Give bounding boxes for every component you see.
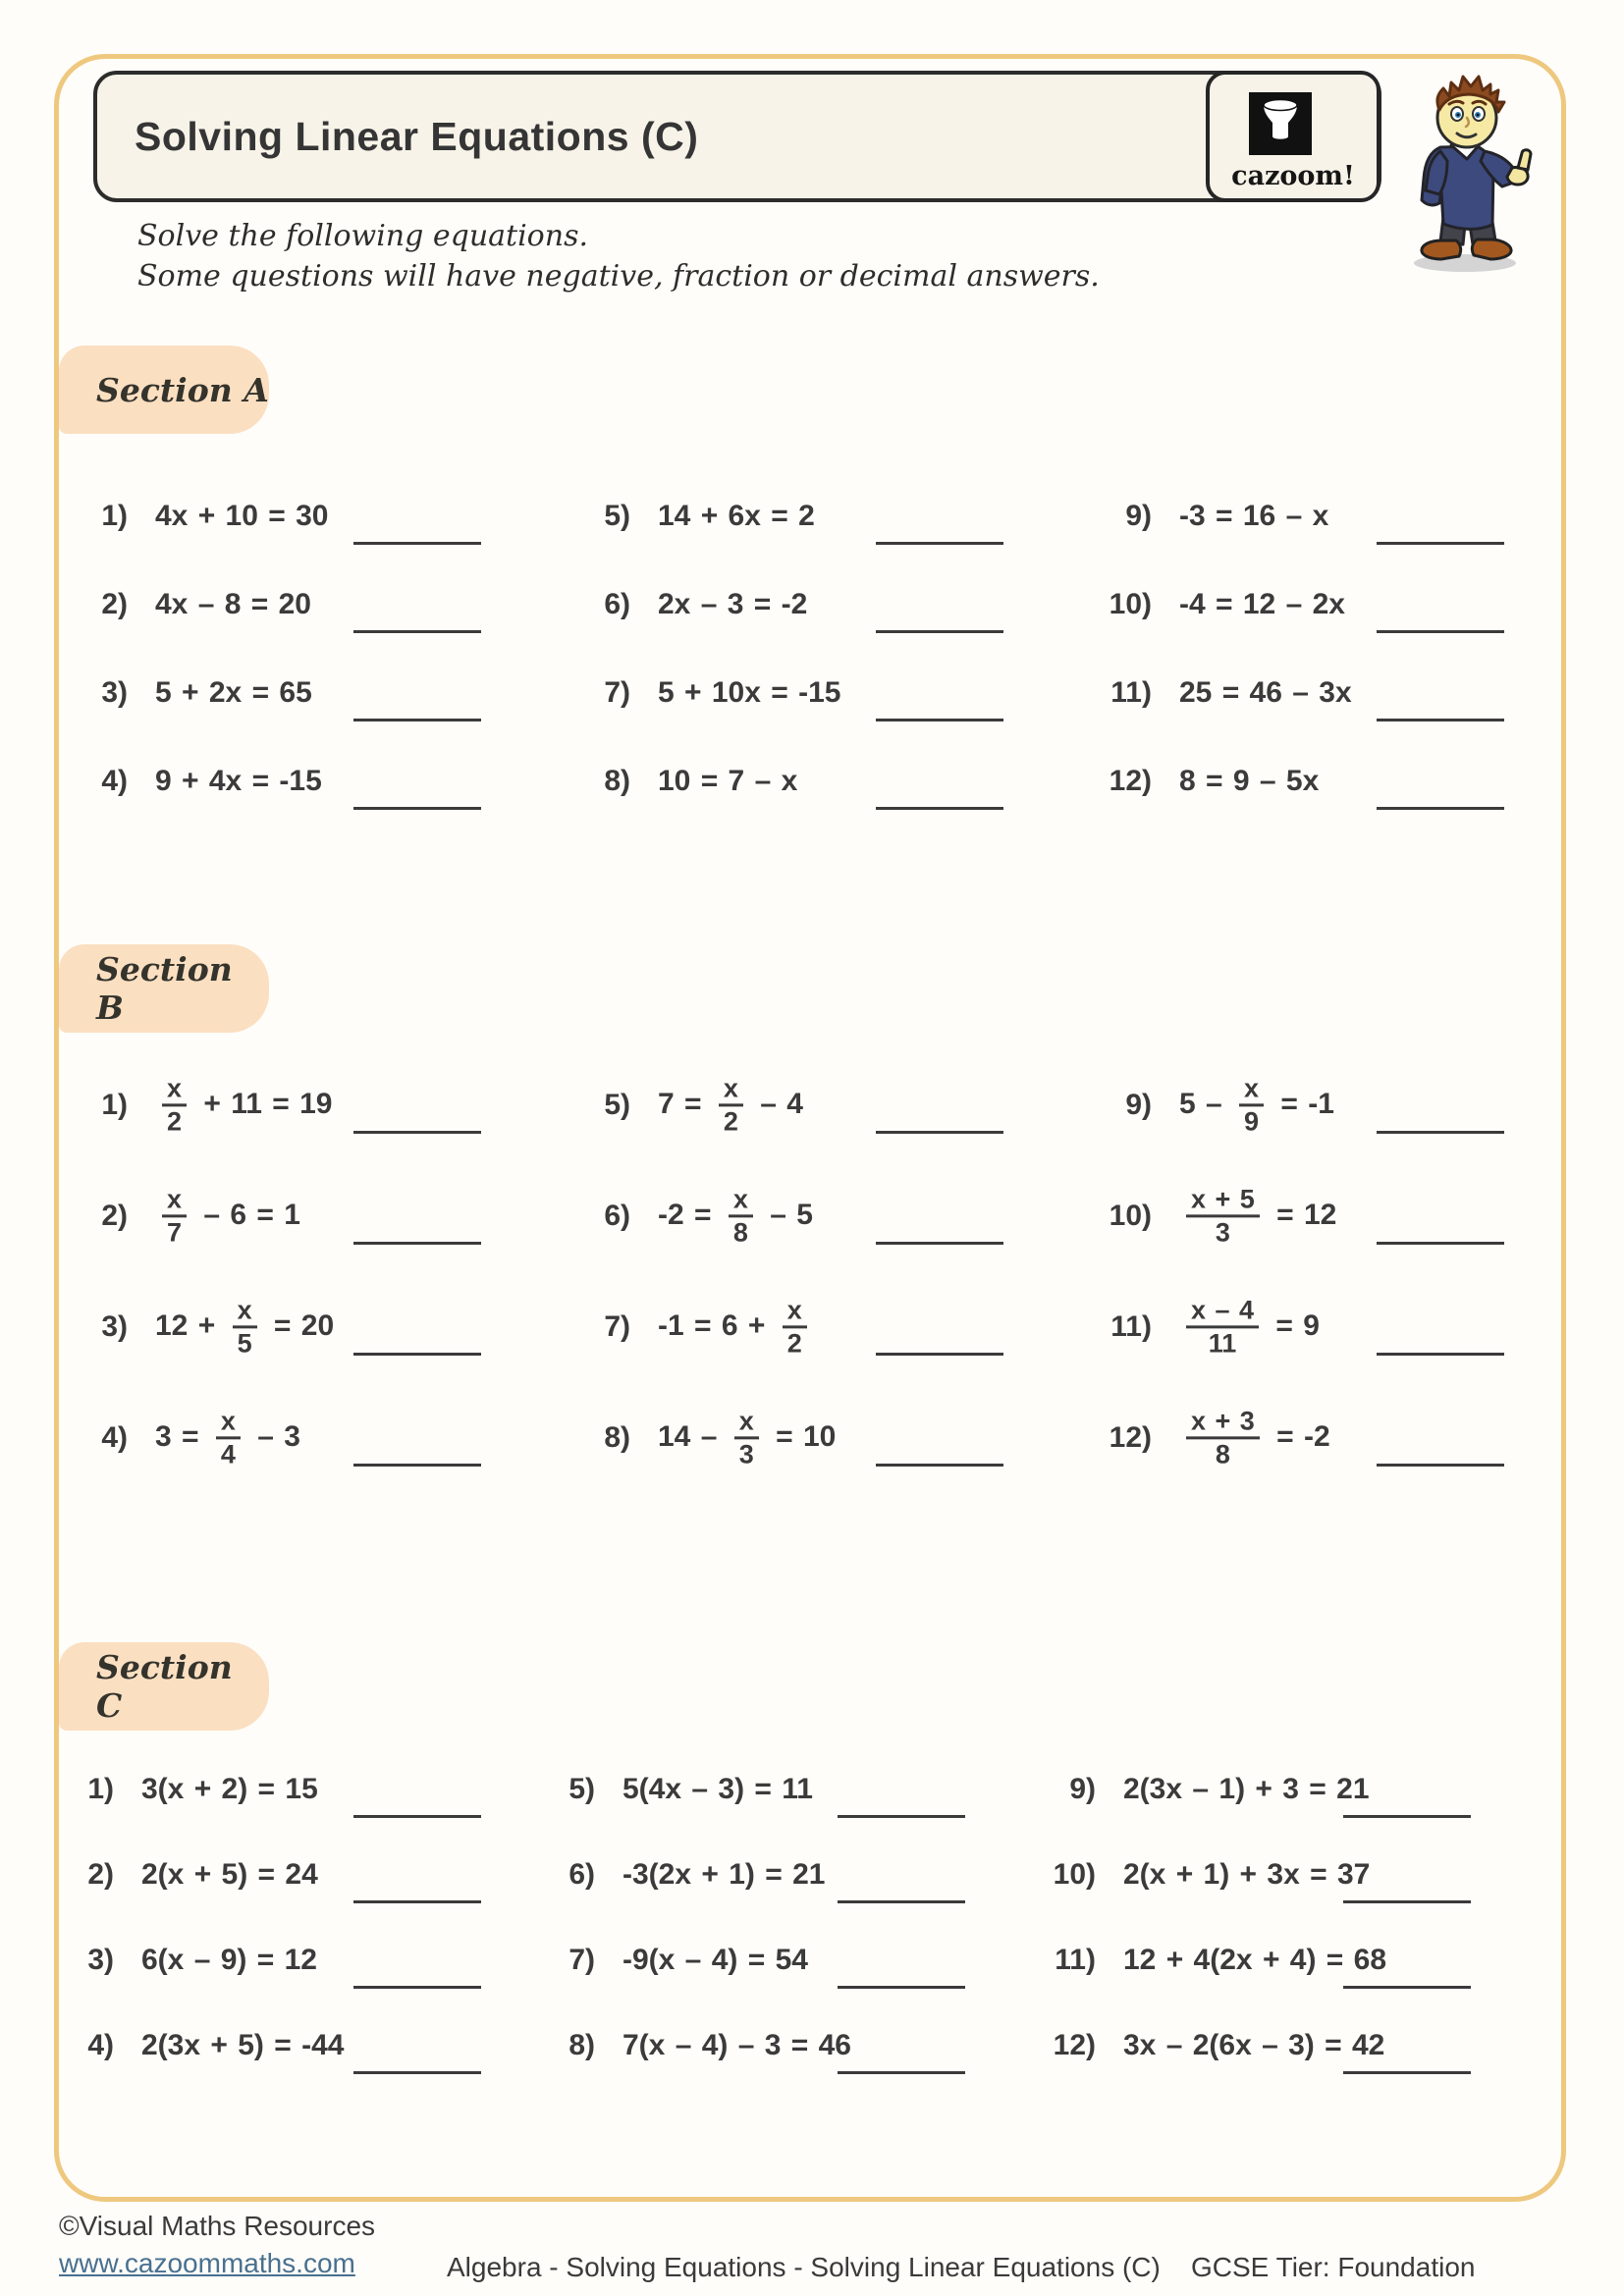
- equation-text: 4x – 8 = 20: [155, 588, 311, 620]
- question-row: [581, 472, 1003, 561]
- fraction: $\frac{x}{7}$: [162, 1185, 187, 1247]
- section-a: [0, 346, 1624, 826]
- question-number: 11): [1055, 1943, 1096, 1976]
- question-number: 5): [604, 500, 630, 532]
- answer-line[interactable]: [353, 701, 481, 721]
- question-number: 7): [568, 1943, 595, 1976]
- section-c: [0, 1642, 1624, 2088]
- question-row: [79, 1049, 481, 1160]
- question-row: [65, 1746, 481, 1832]
- question-row: [1103, 1271, 1504, 1382]
- answer-line[interactable]: [1377, 524, 1504, 545]
- equation-text: -3 = 16 – x: [1179, 500, 1329, 532]
- question-row: [65, 2002, 481, 2088]
- answer-line[interactable]: [1377, 1113, 1504, 1134]
- section-b: [0, 944, 1624, 1493]
- equation-text: 5 + 2x = 65: [155, 676, 312, 709]
- answer-line[interactable]: [353, 1224, 481, 1245]
- equation-text: $\frac{x}{2}$ + 11 = 19: [155, 1074, 333, 1136]
- equation-text: -2 = $\frac{x}{8}$ – 5: [658, 1183, 813, 1247]
- equation-text: 14 + 6x = 2: [658, 500, 815, 532]
- answer-line[interactable]: [353, 613, 481, 633]
- section-c-label: Section C: [59, 1642, 269, 1731]
- equation-text: 4x + 10 = 30: [155, 500, 329, 532]
- answer-line[interactable]: [876, 789, 1003, 810]
- answer-line[interactable]: [1377, 1446, 1504, 1467]
- question-number: 2): [101, 588, 128, 620]
- question-row: [581, 1271, 1003, 1382]
- equation-text: 12 + $\frac{x}{5}$ = 20: [155, 1294, 335, 1358]
- answer-line[interactable]: [353, 1335, 481, 1356]
- equation-text: 5 + 10x = -15: [658, 676, 841, 709]
- answer-line[interactable]: [876, 1113, 1003, 1134]
- question-row: [79, 1160, 481, 1271]
- website-link[interactable]: www.cazoommaths.com: [59, 2248, 355, 2278]
- equation-text: 5(4x – 3) = 11: [623, 1772, 813, 1805]
- equation-text: 3(x + 2) = 15: [141, 1772, 318, 1805]
- answer-line[interactable]: [876, 1335, 1003, 1356]
- question-row: [1103, 1160, 1504, 1271]
- fraction: $\frac{x}{2}$: [783, 1296, 807, 1358]
- answer-line[interactable]: [838, 1968, 965, 1989]
- question-number: 3): [101, 676, 128, 709]
- equation-text: -3(2x + 1) = 21: [623, 1857, 826, 1891]
- equation-text: 10 = 7 – x: [658, 765, 798, 797]
- question-row: [1103, 561, 1504, 649]
- page-title: Solving Linear Equations (C): [135, 113, 699, 159]
- equation-text: $\frac{x + 5}{3}$ = 12: [1179, 1185, 1336, 1247]
- answer-line[interactable]: [353, 1113, 481, 1134]
- answer-line[interactable]: [353, 1446, 481, 1467]
- question-number: 5): [568, 1772, 595, 1805]
- question-number: 11): [1110, 676, 1152, 709]
- cazoom-logo-drum-icon: [1249, 92, 1312, 155]
- footer-tier: GCSE Tier: Foundation: [1191, 2252, 1476, 2282]
- answer-line[interactable]: [353, 524, 481, 545]
- fraction: $\frac{x}{9}$: [1239, 1074, 1264, 1136]
- section-b-label: Section B: [59, 944, 269, 1033]
- question-number: 2): [87, 1857, 114, 1891]
- equation-text: 2(x + 5) = 24: [141, 1857, 318, 1891]
- question-row: [581, 1160, 1003, 1271]
- instructions: [137, 216, 1100, 296]
- answer-line[interactable]: [876, 1224, 1003, 1245]
- question-number: 8): [604, 765, 630, 797]
- equation-text: 6(x – 9) = 12: [141, 1943, 317, 1976]
- question-number: 4): [87, 2028, 114, 2061]
- answer-line[interactable]: [1377, 613, 1504, 633]
- question-number: 12): [1109, 765, 1152, 797]
- answer-line[interactable]: [353, 1883, 481, 1903]
- answer-line[interactable]: [353, 1797, 481, 1818]
- answer-line[interactable]: [1377, 701, 1504, 721]
- question-row: [1047, 2002, 1471, 2088]
- question-row: [581, 1049, 1003, 1160]
- answer-line[interactable]: [1377, 789, 1504, 810]
- answer-line[interactable]: [838, 2054, 965, 2074]
- question-number: 8): [604, 1420, 630, 1454]
- question-row: [1047, 1917, 1471, 2002]
- question-row: [1103, 472, 1504, 561]
- mascot-boy-illustration: [1384, 49, 1551, 279]
- question-number: 1): [101, 1088, 128, 1121]
- question-number: 12): [1109, 1420, 1152, 1454]
- question-row: [79, 1382, 481, 1493]
- answer-line[interactable]: [1343, 1883, 1471, 1903]
- fraction: $\frac{x}{2}$: [719, 1074, 743, 1136]
- answer-line[interactable]: [353, 789, 481, 810]
- answer-line[interactable]: [838, 1797, 965, 1818]
- question-number: 12): [1053, 2028, 1096, 2061]
- answer-line[interactable]: [876, 613, 1003, 633]
- answer-line[interactable]: [1343, 1968, 1471, 1989]
- fraction: $\frac{x}{5}$: [233, 1296, 257, 1358]
- question-row: [1047, 1746, 1471, 1832]
- equation-text: 5 – $\frac{x}{9}$ = -1: [1179, 1072, 1334, 1136]
- question-number: 6): [568, 1857, 595, 1891]
- answer-line[interactable]: [1377, 1335, 1504, 1356]
- question-number: 10): [1109, 1199, 1152, 1232]
- answer-line[interactable]: [353, 1968, 481, 1989]
- fraction: $\frac{x - 4}{11}$: [1186, 1296, 1259, 1358]
- question-row: [79, 649, 481, 737]
- equation-text: 2(3x + 5) = -44: [141, 2028, 345, 2061]
- question-number: 9): [1069, 1772, 1096, 1805]
- question-row: [1047, 1832, 1471, 1917]
- question-number: 4): [101, 1420, 128, 1454]
- question-number: 7): [604, 676, 630, 709]
- question-row: [581, 737, 1003, 826]
- equation-text: -4 = 12 – 2x: [1179, 588, 1345, 620]
- equation-text: 3x – 2(6x – 3) = 42: [1123, 2028, 1385, 2061]
- question-number: 6): [604, 588, 630, 620]
- question-number: 4): [101, 765, 128, 797]
- question-number: 10): [1053, 1857, 1096, 1891]
- fraction: $\frac{x + 5}{3}$: [1186, 1185, 1260, 1247]
- cazoom-logo-text: cazoom!: [1231, 161, 1355, 191]
- equation-text: 12 + 4(2x + 4) = 68: [1123, 1943, 1387, 1976]
- question-row: [581, 561, 1003, 649]
- equation-text: -9(x – 4) = 54: [623, 1943, 808, 1976]
- answer-line[interactable]: [1343, 2054, 1471, 2074]
- question-number: 9): [1125, 500, 1152, 532]
- equation-text: 3 = $\frac{x}{4}$ – 3: [155, 1405, 300, 1468]
- question-row: [1103, 1382, 1504, 1493]
- question-row: [79, 1271, 481, 1382]
- answer-line[interactable]: [1377, 1224, 1504, 1245]
- equation-text: 25 = 46 – 3x: [1179, 676, 1352, 709]
- instruction-line-1: Solve the following equations.: [137, 219, 588, 253]
- question-number: 11): [1110, 1309, 1152, 1343]
- question-row: [546, 1832, 965, 1917]
- footer-breadcrumb: Algebra - Solving Equations - Solving Linear Equations (C): [447, 2252, 1161, 2282]
- answer-line[interactable]: [838, 1883, 965, 1903]
- answer-line[interactable]: [876, 524, 1003, 545]
- question-number: 8): [568, 2028, 595, 2061]
- question-row: [79, 561, 481, 649]
- section-a-label: Section A: [59, 346, 269, 434]
- question-number: 3): [87, 1943, 114, 1976]
- equation-text: -1 = 6 + $\frac{x}{2}$: [658, 1296, 814, 1358]
- question-row: [546, 1917, 965, 2002]
- fraction: $\frac{x}{2}$: [162, 1074, 187, 1136]
- fraction: $\frac{x}{3}$: [734, 1407, 759, 1468]
- equation-text: 2(x + 1) + 3x = 37: [1123, 1857, 1371, 1891]
- equation-text: 7 = $\frac{x}{2}$ – 4: [658, 1072, 803, 1136]
- question-number: 10): [1109, 588, 1152, 620]
- fraction: $\frac{x}{4}$: [216, 1407, 241, 1468]
- question-number: 7): [604, 1309, 630, 1343]
- question-row: [581, 1382, 1003, 1493]
- question-number: 2): [101, 1199, 128, 1232]
- equation-text: 9 + 4x = -15: [155, 765, 322, 797]
- title-panel: [93, 71, 1381, 202]
- fraction: $\frac{x}{8}$: [729, 1185, 753, 1247]
- question-row: [79, 472, 481, 561]
- question-number: 1): [87, 1772, 114, 1805]
- question-number: 3): [101, 1309, 128, 1343]
- equation-text: 7(x – 4) – 3 = 46: [623, 2028, 851, 2061]
- answer-line[interactable]: [1343, 1797, 1471, 1818]
- instruction-line-2: Some questions will have negative, fraction or decimal answers.: [137, 259, 1100, 294]
- question-row: [79, 737, 481, 826]
- equation-text: 2(3x – 1) + 3 = 21: [1123, 1772, 1370, 1805]
- question-number: 1): [101, 500, 128, 532]
- question-row: [546, 2002, 965, 2088]
- equation-text: $\frac{x}{7}$ – 6 = 1: [155, 1185, 300, 1247]
- footer-copyright: ©Visual Maths Resources: [59, 2211, 376, 2241]
- question-row: [581, 649, 1003, 737]
- question-row: [1103, 649, 1504, 737]
- cazoom-logo: [1206, 71, 1380, 202]
- equation-text: 2x – 3 = -2: [658, 588, 808, 620]
- question-number: 6): [604, 1199, 630, 1232]
- question-number: 9): [1125, 1088, 1152, 1121]
- equation-text: $\frac{x + 3}{8}$ = -2: [1179, 1407, 1330, 1468]
- question-row: [1103, 1049, 1504, 1160]
- answer-line[interactable]: [876, 701, 1003, 721]
- question-row: [65, 1832, 481, 1917]
- equation-text: 8 = 9 – 5x: [1179, 765, 1320, 797]
- fraction: $\frac{x + 3}{8}$: [1186, 1407, 1260, 1468]
- question-row: [546, 1746, 965, 1832]
- question-row: [65, 1917, 481, 2002]
- equation-text: 14 – $\frac{x}{3}$ = 10: [658, 1405, 837, 1468]
- answer-line[interactable]: [876, 1446, 1003, 1467]
- question-number: 5): [604, 1088, 630, 1121]
- equation-text: $\frac{x - 4}{11}$ = 9: [1179, 1296, 1320, 1358]
- question-row: [1103, 737, 1504, 826]
- answer-line[interactable]: [353, 2054, 481, 2074]
